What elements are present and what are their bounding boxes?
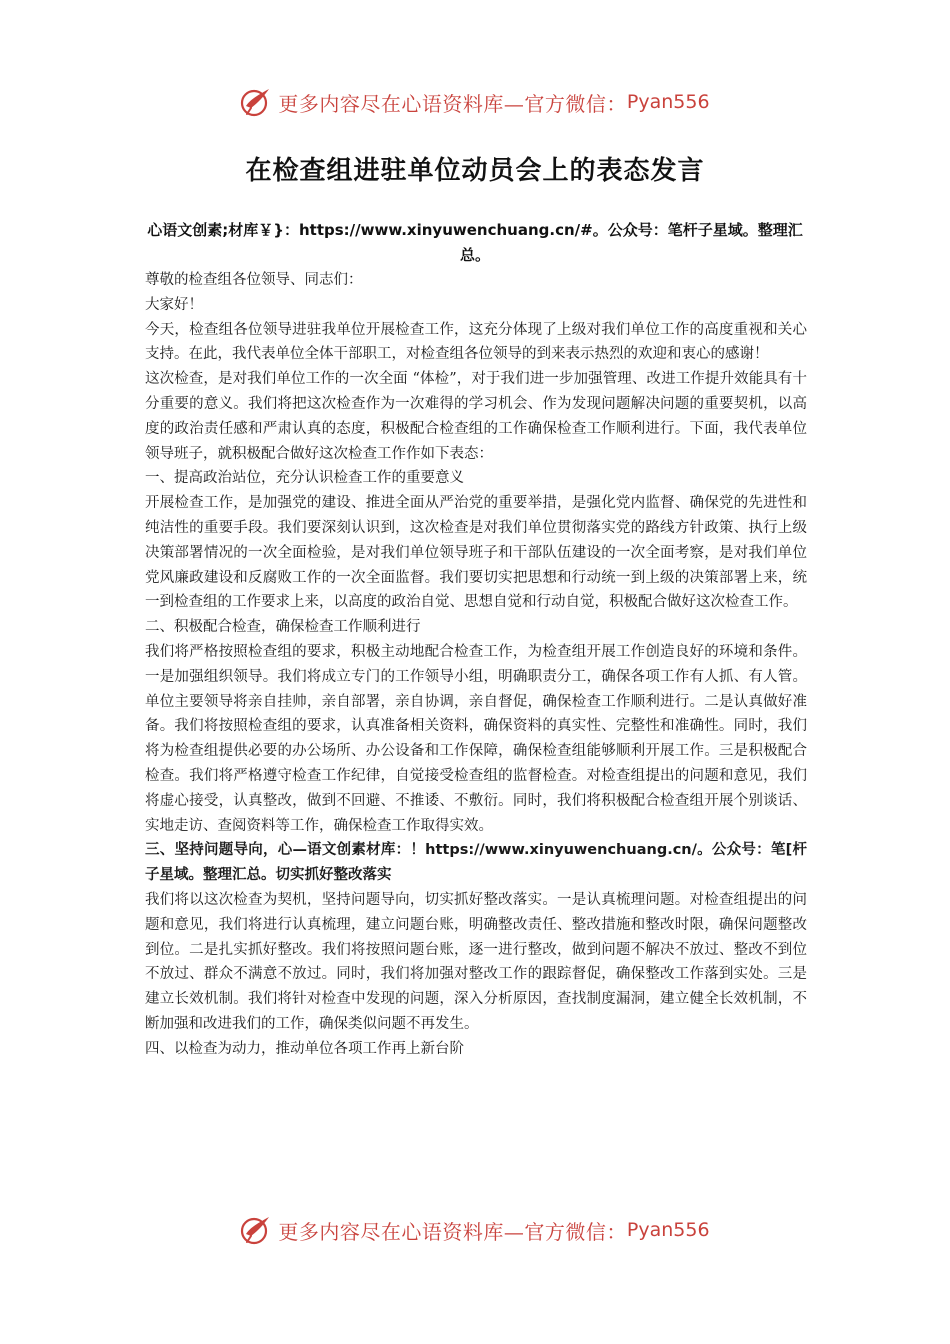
paragraph: 尊敬的检查组各位领导、同志们： [145, 272, 363, 288]
paragraph: 大家好！ [145, 296, 203, 313]
document-title: 在检查组进驻单位动员会上的表态发言 [245, 156, 705, 186]
section-heading: 二、积极配合检查，确保检查工作顺利进行 [145, 619, 421, 636]
quill-logo-icon [240, 86, 272, 118]
source-line: 心语文创素;材库￥}：https://www.xinyuwenchuang.cn/#。公众号：笔杆子星域。整理汇总。 [147, 221, 803, 264]
quill-logo-icon [240, 1214, 272, 1246]
section-heading: 一、提高政治站位，充分认识检查工作的重要意义 [145, 470, 464, 487]
paragraph: 今天，检查组各位领导进驻我单位开展检查工作，这充分体现了上级对我们单位工作的高度重视和关心支持。在此，我代表单位全体干部职工，对检查组各位领导的到来表示热烈的欢迎和衷心的感谢！ [145, 321, 807, 363]
section-heading: 三、坚持问题导向，心—语文创素材库：！https://www.xinyuwenchuang.cn/。公众号：笔[杆子星域。整理汇总。切实抓好整改落实 [145, 842, 807, 884]
paragraph: 开展检查工作，是加强党的建设、推进全面从严治党的重要举措，是强化党内监督、确保党的先进性和纯洁性的重要手段。我们要深刻认识到，这次检查是对我们单位贯彻落实党的路线方针政策、执行上级决策部署情况的一次全面检验，是对我们单位领导班子和干部队伍建设的一次全面考察，是对我们单位党风廉政建设和反腐败工作的一次全面监督。我们要切实把思想和行动统一到上级的决策部署上来，统一到检查组的工作要求上来，以高度的政治自觉、思想自觉和行动自觉，积极配合做好这次检查工作。 [145, 495, 807, 611]
paragraph: 这次检查，是对我们单位工作的一次全面 “体检”，对于我们进一步加强管理、改进工作提升效能具有十分重要的意义。我们将把这次检查作为一次难得的学习机会、作为发现问题解决问题的重要契机，以高度的政治责任感和严肃认真的态度，积极配合检查组的工作确保检查工作顺利进行。下面，我代表单位领导班子，就积极配合做好这次检查工作作如下表态： [145, 371, 807, 462]
banner-text: 更多内容尽在心语资料库—官方微信： [278, 91, 627, 116]
paragraph: 我们将以这次检查为契机，坚持问题导向，切实抓好整改落实。一是认真梳理问题。对检查组提出的问题和意见，我们将进行认真梳理，建立问题台账，明确整改责任、整改措施和整改时限，确保问题整改到位。二是扎实抓好整改。我们将按照问题台账，逐一进行整改，做到问题不解决不放过、整改不到位不放过、群众不满意不放过。同时，我们将加强对整改工作的跟踪督促，确保整改工作落到实处。三是建立长效机制。我们将针对检查中发现的问题，深入分析原因，查找制度漏洞，建立健全长效机制，不断加强和改进我们的工作，确保类似问题不再发生。 [145, 891, 807, 1032]
footer-banner [0, 1210, 950, 1250]
section-heading: 四、以检查为动力，推动单位各项工作再上新台阶 [145, 1040, 464, 1057]
paragraph: 我们将严格按照检查组的要求，积极主动地配合检查工作，为检查组开展工作创造良好的环境和条件。一是加强组织领导。我们将成立专门的工作领导小组，明确职责分工，确保各项工作有人抓、有人管。单位主要领导将亲自挂帅，亲自部署，亲自协调，亲自督促，确保检查工作顺利进行。二是认真做好准备。我们将按照检查组的要求，认真准备相关资料，确保资料的真实性、完整性和准确性。同时，我们将为检查组提供必要的办公场所、办公设备和工作保障，确保检查组能够顺利开展工作。三是积极配合检查。我们将严格遵守检查工作纪律，自觉接受检查组的监督检查。对检查组提出的问题和意见，我们将虚心接受，认真整改，做到不回避、不推诿、不敷衍。同时，我们将积极配合检查组开展个别谈话、实地走访、查阅资料等工作，确保检查工作取得实效。 [145, 643, 807, 834]
banner-wechat-id: Pyan556 [626, 1219, 710, 1241]
header-banner [0, 82, 950, 122]
banner-text: 更多内容尽在心语资料库—官方微信： [278, 1219, 627, 1244]
document-body [145, 268, 807, 1062]
banner-wechat-id: Pyan556 [626, 91, 710, 113]
